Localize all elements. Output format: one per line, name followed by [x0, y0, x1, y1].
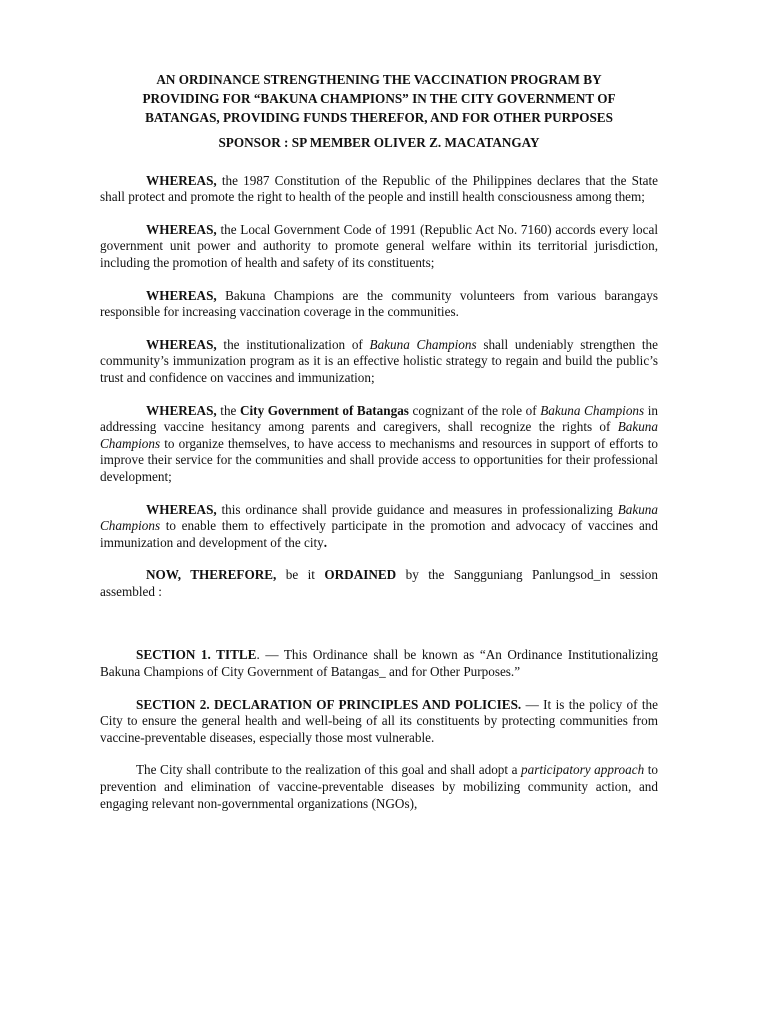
document-page [100, 70, 658, 828]
closing-paragraph [100, 762, 658, 812]
now-therefore-clause [100, 567, 658, 600]
whereas-text: the 1987 Constitution of the Republic of the Philippines declares that the State shall protect and promote the right to health of the people and instill health consciousness among them; [100, 172, 658, 205]
whereas-text: the institutionalization of [216, 336, 370, 352]
section-text: . — This Ordinance shall be known as “An Ordinance Institutionalizing Bakuna Champions of City Government of Batangas_ and for Other Purposes.” [100, 647, 658, 680]
whereas-text: cognizant of the role of [408, 402, 541, 418]
bold-term: ORDAINED [324, 567, 397, 583]
whereas-lead: WHEREAS, [146, 172, 217, 188]
whereas-clause-1 [100, 173, 658, 206]
sponsor-line: SPONSOR : SP MEMBER OLIVER Z. MACATANGAY [218, 135, 540, 150]
section-text: — It is the policy of the City to ensure the general health and well-being of all its constituents by protecting communities from vaccine-preventable diseases, especially those most vulnerable. [100, 696, 658, 745]
ordinance-title [100, 70, 658, 127]
whereas-clause-5 [100, 403, 658, 486]
bold-term: City Government of Batangas [239, 402, 409, 418]
clause-text: be it [276, 567, 325, 583]
whereas-text: to enable them to effectively participate in the promotion and advocacy of vaccines and immunization and development of the city [100, 518, 658, 550]
bold-period: . [323, 534, 328, 550]
paragraph-text: The City shall contribute to the realization of this goal and shall adopt a [136, 762, 521, 778]
whereas-clause-2 [100, 222, 658, 272]
whereas-text: the [216, 402, 240, 418]
title-line-3: BATANGAS, PROVIDING FUNDS THEREFOR, AND FOR OTHER PURPOSES [145, 110, 613, 125]
spacer [100, 616, 658, 647]
paragraph-text: to prevention and elimination of vaccine-preventable diseases by mobilizing community action, and engaging relevant non-governmental organizations (NGOs), [100, 762, 658, 811]
section-heading: SECTION 1. TITLE [136, 647, 257, 663]
whereas-lead: WHEREAS, [146, 287, 217, 303]
whereas-clause-4 [100, 337, 658, 387]
italic-term: Bakuna Champions [540, 402, 645, 418]
whereas-text: to organize themselves, to have access to mechanisms and resources in support of efforts to improve their service for the communities and shall provide access to opportunities for their professional development; [100, 435, 658, 484]
whereas-text: this ordinance shall provide guidance and measures in professionalizing [216, 501, 618, 517]
whereas-lead: WHEREAS, [146, 221, 217, 237]
title-line-1: AN ORDINANCE STRENGTHENING THE VACCINATION PROGRAM BY [156, 72, 602, 87]
whereas-text: shall undeniably strengthen the community’s immunization program as it is an effective holistic strategy to regain and build the public’s trust and confidence on vaccines and immunization; [100, 336, 658, 385]
clause-text: by the Sangguniang Panlungsod_in session assembled : [100, 567, 658, 599]
title-line-2: PROVIDING FOR “BAKUNA CHAMPIONS” IN THE CITY GOVERNMENT OF [142, 91, 616, 106]
whereas-clause-3 [100, 288, 658, 321]
whereas-text: Bakuna Champions are the community volunteers from various barangays responsible for increasing vaccination coverage in the communities. [100, 287, 658, 320]
italic-term: participatory approach [521, 762, 645, 778]
italic-term: Bakuna Champions [100, 501, 658, 534]
section-heading: SECTION 2. DECLARATION OF PRINCIPLES AND POLICIES. [136, 696, 522, 712]
whereas-lead: WHEREAS, [146, 501, 217, 517]
whereas-text: in addressing vaccine hesitancy among parents and caregivers, shall recognize the rights of [100, 402, 658, 435]
whereas-lead: WHEREAS, [146, 336, 217, 352]
italic-term: Bakuna Champions [100, 419, 658, 451]
section-2-principles [100, 697, 658, 747]
now-therefore-lead: NOW, THEREFORE, [146, 567, 277, 583]
whereas-lead: WHEREAS, [146, 402, 217, 418]
whereas-text: the Local Government Code of 1991 (Republic Act No. 7160) accords every local government unit power and authority to promote general welfare within its territorial jurisdiction, including the promotion of health and safety of its constituents; [100, 221, 658, 270]
section-1-title [100, 647, 658, 680]
italic-term: Bakuna Champions [369, 336, 477, 352]
whereas-clause-6 [100, 502, 658, 552]
